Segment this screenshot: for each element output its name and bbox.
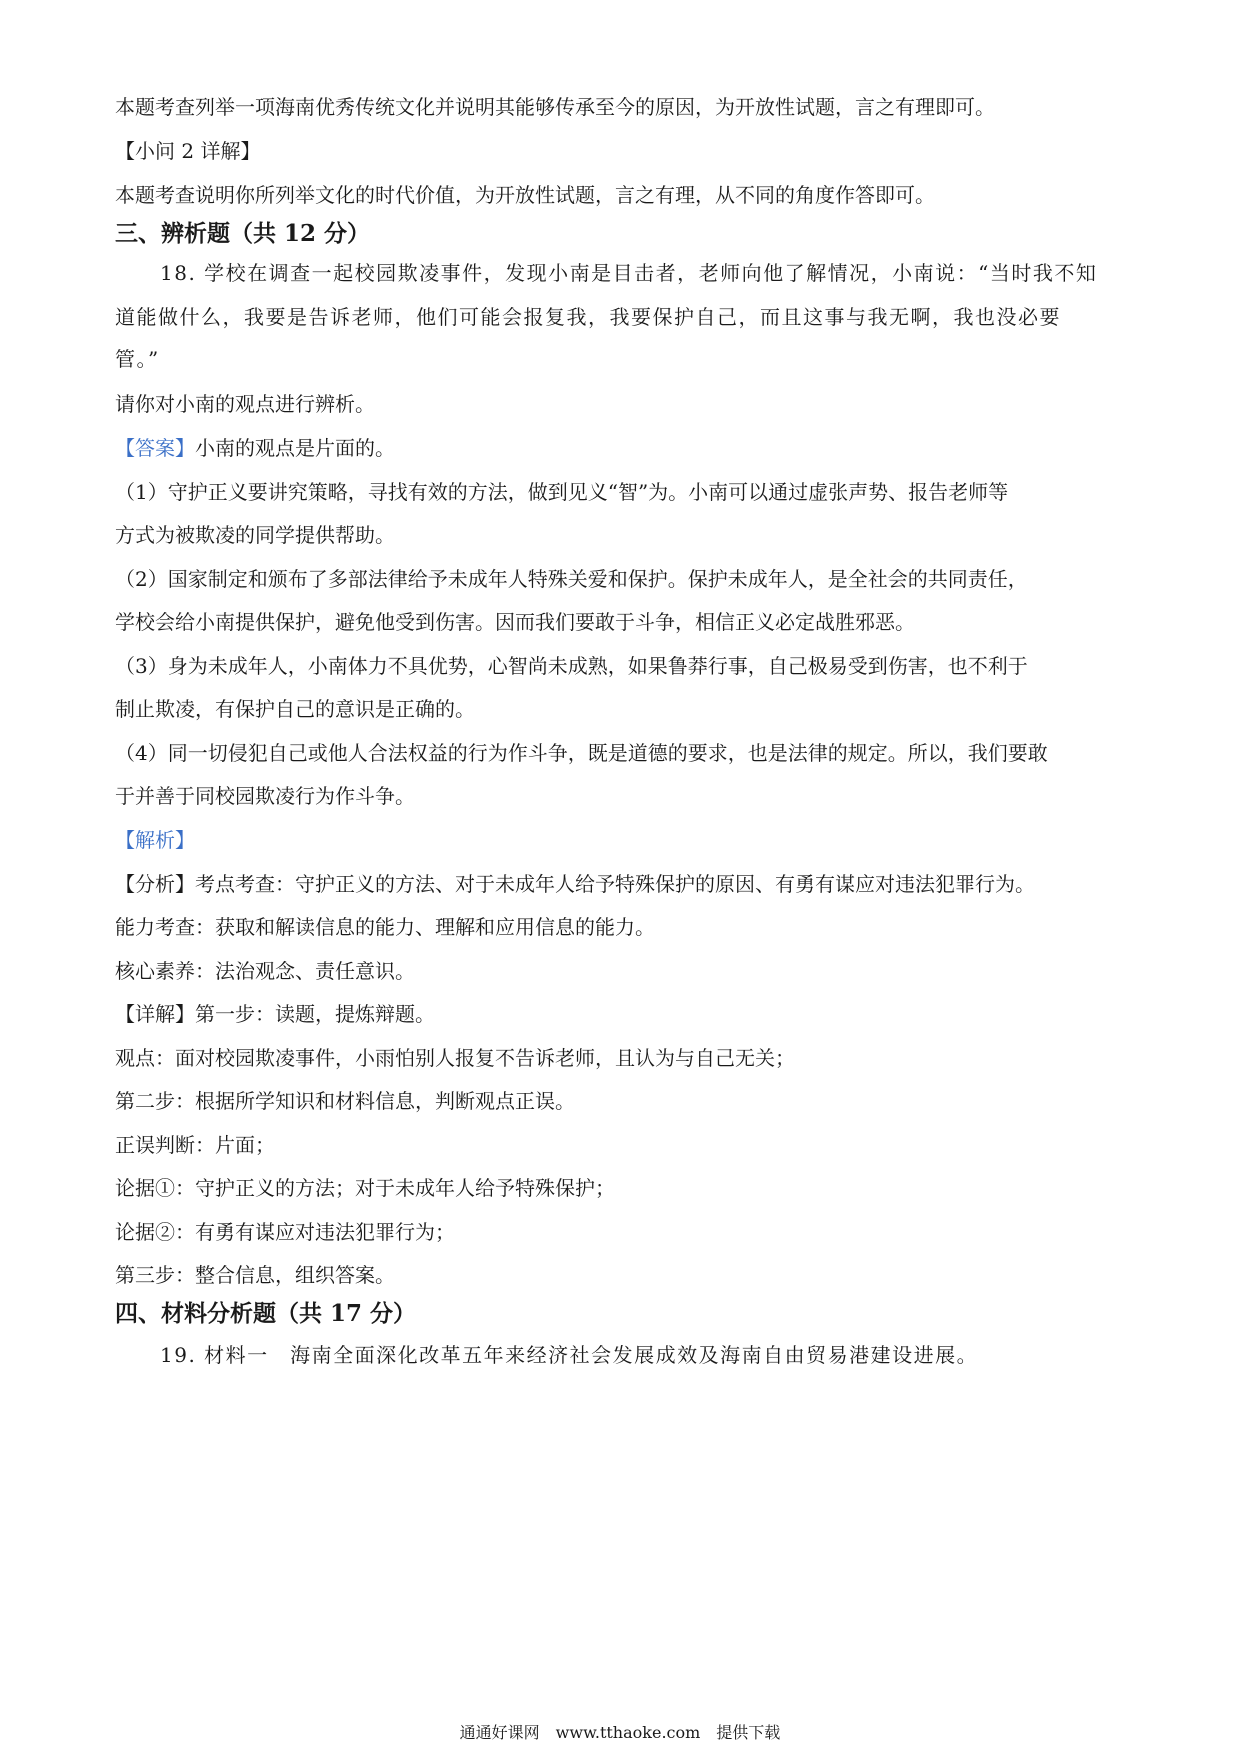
answer-point-4: （4）同一切侵犯自己或他人合法权益的行为作斗争，既是道德的要求，也是法律的规定。所以，我们要敢 xyxy=(115,741,1048,765)
question-18-prompt: 请你对小南的观点进行辨析。 xyxy=(115,392,375,416)
detail-line: 第三步：整合信息，组织答案。 xyxy=(115,1263,395,1287)
answer-text: 小南的观点是片面的。 xyxy=(195,436,395,460)
question-18-line: 管。” xyxy=(115,347,160,371)
answer-point-1-cont: 方式为被欺凌的同学提供帮助。 xyxy=(115,523,395,547)
analysis-line: 核心素养：法治观念、责任意识。 xyxy=(115,959,415,983)
detail-line: 正误判断：片面； xyxy=(115,1133,275,1157)
answer-point-3: （3）身为未成年人，小南体力不具优势，心智尚未成熟，如果鲁莽行事，自己极易受到伤害，也不利于 xyxy=(115,654,1028,678)
section-heading-3: 三、辨析题（共 12 分） xyxy=(115,220,371,247)
subquestion-heading: 【小问 2 详解】 xyxy=(115,139,261,163)
answer-point-3-cont: 制止欺凌，有保护自己的意识是正确的。 xyxy=(115,697,475,721)
page-footer: 通通好课网 www.tthaoke.com 提供下载 xyxy=(459,1723,781,1742)
question-18-line: 18. 学校在调查一起校园欺凌事件，发现小南是目击者，老师向他了解情况，小南说：“当时我不知 xyxy=(160,261,1098,285)
text-line: 本题考查说明你所列举文化的时代价值，为开放性试题，言之有理，从不同的角度作答即可。 xyxy=(115,183,935,207)
analysis-line: 【分析】考点考查：守护正义的方法、对于未成年人给予特殊保护的原因、有勇有谋应对违法犯罪行为。 xyxy=(115,872,1035,896)
detail-line: 论据①：守护正义的方法；对于未成年人给予特殊保护； xyxy=(115,1176,615,1200)
detail-line: 论据②：有勇有谋应对违法犯罪行为； xyxy=(115,1220,455,1244)
analysis-tag: 【解析】 xyxy=(115,828,195,852)
question-19-line: 19. 材料一 海南全面深化改革五年来经济社会发展成效及海南自由贸易港建设进展。 xyxy=(160,1343,979,1367)
answer-point-2: （2）国家制定和颁布了多部法律给予未成年人特殊关爱和保护。保护未成年人，是全社会的共同责任， xyxy=(115,567,1028,591)
detail-line: 【详解】第一步：读题，提炼辩题。 xyxy=(115,1002,435,1026)
detail-line: 第二步：根据所学知识和材料信息，判断观点正误。 xyxy=(115,1089,575,1113)
section-heading-4: 四、材料分析题（共 17 分） xyxy=(115,1300,417,1327)
answer-line xyxy=(115,433,1135,463)
answer-point-4-cont: 于并善于同校园欺凌行为作斗争。 xyxy=(115,784,415,808)
answer-tag: 【答案】 xyxy=(115,436,195,460)
answer-point-1: （1）守护正义要讲究策略，寻找有效的方法，做到见义“智”为。小南可以通过虚张声势、报告老师等 xyxy=(115,480,1009,504)
detail-line: 观点：面对校园欺凌事件，小雨怕别人报复不告诉老师，且认为与自己无关； xyxy=(115,1046,795,1070)
analysis-line: 能力考查：获取和解读信息的能力、理解和应用信息的能力。 xyxy=(115,915,655,939)
answer-point-2-cont: 学校会给小南提供保护，避免他受到伤害。因而我们要敢于斗争，相信正义必定战胜邪恶。 xyxy=(115,610,915,634)
question-18-line: 道能做什么，我要是告诉老师，他们可能会报复我，我要保护自己，而且这事与我无啊，我也没必要 xyxy=(115,305,1061,329)
text-line: 本题考查列举一项海南优秀传统文化并说明其能够传承至今的原因，为开放性试题，言之有理即可。 xyxy=(115,95,995,119)
